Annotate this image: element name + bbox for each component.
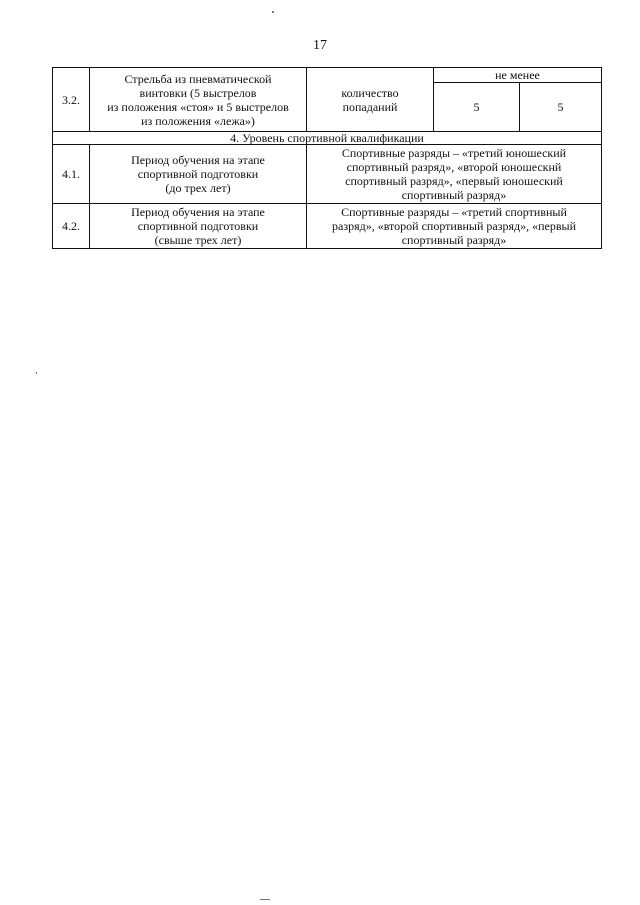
scan-speck: [272, 11, 274, 13]
scan-speck: [36, 372, 37, 374]
table-row: [53, 68, 602, 83]
norm-header: не менее: [434, 68, 602, 83]
table-row: [53, 145, 602, 204]
norm-value: 5: [520, 83, 602, 132]
row-number: 4.1.: [53, 145, 90, 204]
row-number: 4.2.: [53, 204, 90, 249]
scan-speck: [260, 899, 270, 900]
unit-cell: количество попаданий: [307, 68, 434, 132]
row-number: 3.2.: [53, 68, 90, 132]
section-row: [53, 132, 602, 145]
section-title: 4. Уровень спортивной квалификации: [53, 132, 602, 145]
test-name: Стрельба из пневматической винтовки (5 выстрелов из положения «стоя» и 5 выстрелов из положения «лежа»): [90, 68, 307, 132]
period-cell: Период обучения на этапе спортивной подготовки (свыше трех лет): [90, 204, 307, 249]
table-row: [53, 204, 602, 249]
requirements-table: [52, 67, 602, 249]
requirement-cell: Спортивные разряды – «третий юношеский спортивный разряд», «второй юношескнй спортивный разряд», «первый юношеский спортивный разряд»: [307, 145, 602, 204]
page-number: 17: [313, 38, 327, 53]
norm-value: 5: [434, 83, 520, 132]
requirement-cell: Спортивные разряды – «третий спортивный разряд», «второй спортивный разряд», «первый спортивный разряд»: [307, 204, 602, 249]
period-cell: Период обучения на этапе спортивной подготовки (до трех лет): [90, 145, 307, 204]
